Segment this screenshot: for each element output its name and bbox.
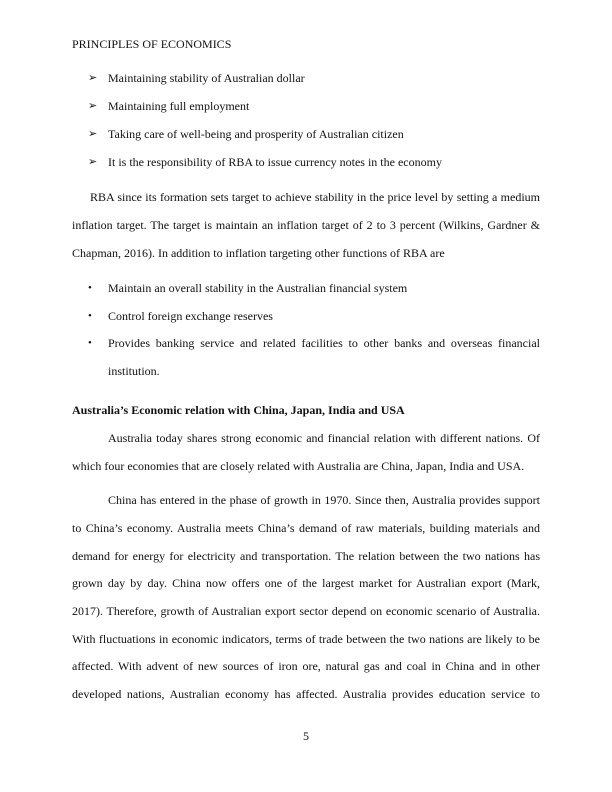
paragraph-line: affected. With advent of new sources of iron ore, natural gas and coal in China and in other (72, 659, 540, 673)
running-header: PRINCIPLES OF ECONOMICS (72, 37, 232, 51)
list-item: Maintain an overall stability in the Australian financial system (108, 281, 408, 295)
bullet-icon: • (88, 337, 92, 349)
paragraph-line: inflation target. The target is maintain an inflation target of 2 to 3 percent (Wilkins, Gardner & (72, 218, 540, 232)
paragraph-line: grown day by day. China now offers one of the largest market for Australian export (Mark, (72, 576, 540, 590)
paragraph-line: With fluctuations in economic indicators, terms of trade between the two nations are likely to be (72, 632, 540, 646)
arrow-bullet-icon: ➢ (88, 72, 98, 84)
paragraph-line: Australia today shares strong economic and financial relation with different nations. Of (108, 431, 540, 445)
list-item: Taking care of well-being and prosperity of Australian citizen (108, 127, 404, 141)
paragraph-line: developed nations, Australian economy has affected. Australia provides education service to (72, 687, 540, 701)
bullet-icon: • (88, 310, 92, 322)
paragraph-line: demand for energy for electricity and transportation. The relation between the two nations has (72, 549, 540, 563)
paragraph-line: RBA since its formation sets target to achieve stability in the price level by setting a medium (90, 190, 540, 204)
list-item-continuation: institution. (108, 364, 160, 378)
arrow-bullet-icon: ➢ (88, 128, 98, 140)
paragraph-line: Chapman, 2016). In addition to inflation targeting other functions of RBA are (72, 246, 445, 260)
paragraph-line: which four economies that are closely related with Australia are China, Japan, India and USA. (72, 459, 525, 473)
section-heading: Australia’s Economic relation with China, Japan, India and USA (72, 403, 405, 417)
paragraph-line: 2017). Therefore, growth of Australian export sector depend on economic scenario of Australia. (72, 604, 540, 618)
arrow-bullet-icon: ➢ (88, 156, 98, 168)
paragraph-line: to China’s economy. Australia meets China’s demand of raw materials, building materials and (72, 521, 540, 535)
list-item: It is the responsibility of RBA to issue currency notes in the economy (108, 155, 442, 169)
paragraph-line: China has entered in the phase of growth in 1970. Since then, Australia provides support (108, 493, 540, 507)
list-item: Control foreign exchange reserves (108, 309, 273, 323)
arrow-bullet-icon: ➢ (88, 100, 98, 112)
list-item: Maintaining full employment (108, 99, 250, 113)
page-number: 5 (303, 729, 309, 743)
bullet-icon: • (88, 282, 92, 294)
list-item: Maintaining stability of Australian dollar (108, 71, 305, 85)
list-item: Provides banking service and related facilities to other banks and overseas financial (108, 336, 540, 350)
